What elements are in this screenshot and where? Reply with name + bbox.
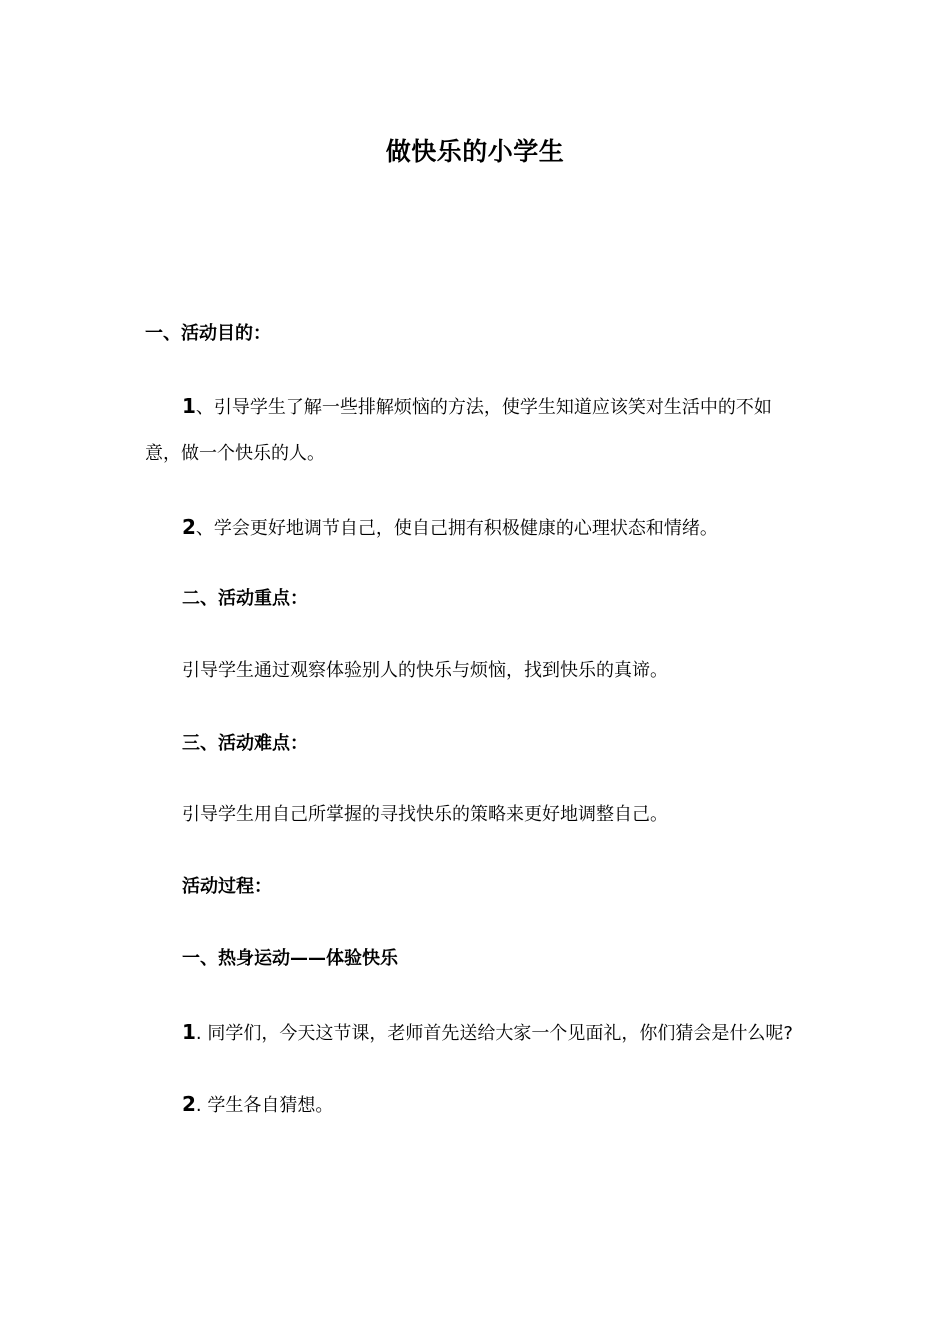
key-points-text: 引导学生通过观察体验别人的快乐与烦恼，找到快乐的真谛。 [182,660,668,681]
section-heading-difficulty: 三、活动难点： [182,733,308,754]
goal-item-2-number: 2 [182,515,196,539]
goal-item-1-continuation: 意，做一个快乐的人。 [145,443,325,464]
section-heading-key-points: 二、活动重点： [182,588,308,609]
process-step-2-text: . 学生各自猜想。 [195,1095,334,1116]
goal-item-2-text: 、学会更好地调节自己，使自己拥有积极健康的心理状态和情绪。 [195,518,718,539]
goal-item-1-text: 、引导学生了解一些排解烦恼的方法，使学生知道应该笑对生活中的不如 [195,397,772,418]
difficulty-text: 引导学生用自己所掌握的寻找快乐的策略来更好地调整自己。 [182,804,668,825]
goal-item-1 [182,393,772,421]
goal-item-1-number: 1 [182,394,196,418]
document-title: 做快乐的小学生 [385,137,565,166]
process-step-1 [182,1019,793,1047]
process-step-1-number: 1 [182,1020,196,1044]
section-heading-goal: 一、活动目的： [145,323,271,344]
section-heading-warmup: 一、热身运动——体验快乐 [182,948,398,969]
process-step-2 [182,1091,333,1119]
process-step-2-number: 2 [182,1092,196,1116]
section-heading-process: 活动过程： [182,876,272,897]
goal-item-2 [182,514,718,542]
process-step-1-text: . 同学们，今天这节课，老师首先送给大家一个见面礼，你们猜会是什么呢? [195,1023,793,1044]
